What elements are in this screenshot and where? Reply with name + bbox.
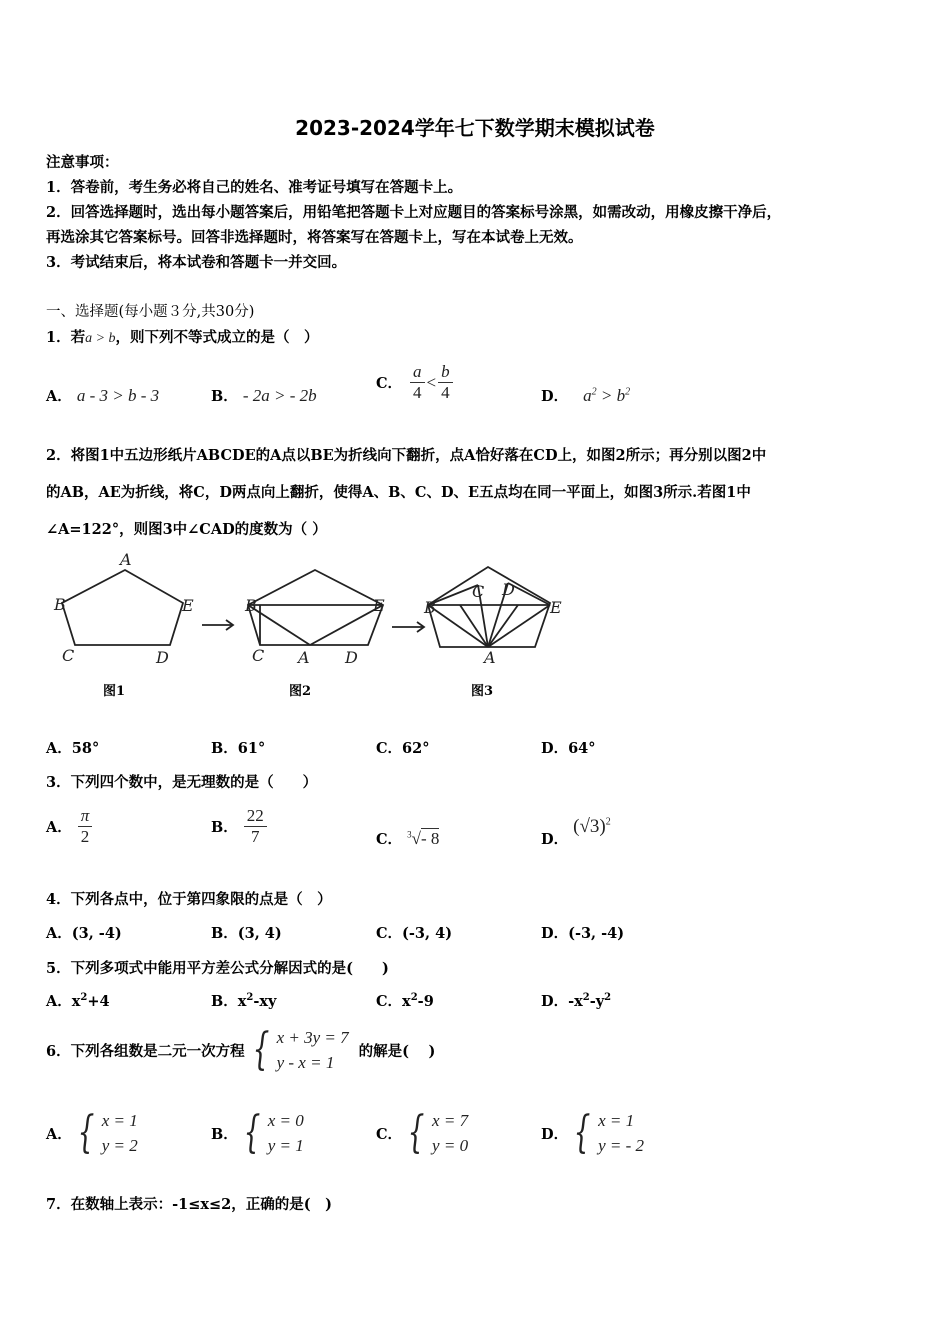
q6-option-a [46, 1108, 138, 1158]
q1-condition: a > b [85, 331, 116, 346]
q2-line-2: 的AB，AE为折线，将C，D两点向上翻折，使得A、B、C、D、E五点均在同一平面上，如图3所示.若图1中 [46, 484, 751, 501]
q3-a-frac [78, 806, 93, 847]
fig2-label-e: E [373, 596, 385, 615]
q6-a-row-1: x = 1 [101, 1111, 138, 1130]
q6-option-d [541, 1108, 644, 1158]
q6-system [247, 1025, 349, 1075]
q4-option-c [376, 922, 452, 943]
q4-option-b [211, 922, 282, 943]
section-heading: 一、选择题(每小题３分,共30分) [46, 304, 255, 320]
fig1-label-d: D [156, 648, 169, 667]
q2-figures [40, 545, 580, 675]
q6-b-system [238, 1108, 304, 1158]
q1-c-frac-1 [410, 362, 425, 403]
q1-d-label: D． [541, 388, 569, 405]
q3-c-radicand: - 8 [420, 829, 440, 848]
q1-c-label: C． [376, 375, 403, 392]
fig3-line-ea [488, 605, 550, 647]
q1-option-b [211, 385, 317, 406]
q3-c-index: 3 [407, 829, 412, 840]
q6-a-row-2: y = 2 [101, 1136, 138, 1155]
q6-b-row-2: y = 1 [267, 1136, 304, 1155]
q6-d-label: D． [541, 1125, 569, 1143]
q2-option-d [541, 737, 596, 758]
fig3-label-b: B [424, 598, 436, 617]
q2-option-b [211, 737, 265, 758]
q5-a-pre: x [71, 993, 81, 1010]
q3-option-c [376, 828, 439, 849]
q5-d-sup-2: 2 [604, 992, 612, 1004]
q6-stem [46, 1025, 435, 1075]
q2-c-label: C． [376, 740, 403, 757]
q6-d-row-2: y = - 2 [598, 1136, 645, 1155]
q5-c-post: -9 [417, 993, 434, 1010]
q4-option-a [46, 922, 122, 943]
q3-option-d [541, 816, 611, 848]
q1-a-expr: a - 3 > b - 3 [76, 386, 160, 405]
q5-option-d [541, 990, 611, 1011]
q6-option-c [376, 1108, 468, 1158]
notice-item-2a: 2．回答选择题时，选出每小题答案后，用铅笔把答题卡上对应题目的答案标号涂黑，如需改动，用橡皮擦干净后， [46, 204, 782, 221]
q3-d-exp: 2 [605, 816, 611, 828]
q6-d-row-1: x = 1 [598, 1111, 635, 1130]
q1-d-base-2: b [616, 386, 626, 405]
q1-stem-pre: 1．若 [46, 329, 86, 346]
q2-b-label: B． [211, 740, 238, 757]
fig1-pentagon [62, 570, 183, 645]
q3-b-num: 22 [244, 806, 267, 827]
q2-line-1: 2．将图1中五边形纸片ABCDE的A点以BE为折线向下翻折，点A恰好落在CD上，如图2所示；再分别以图2中 [46, 447, 767, 464]
q1-stem-post: ，则下列不等式成立的是（ ） [115, 329, 319, 346]
fig3-label-c: C [472, 582, 485, 601]
fig3-label-e: E [550, 598, 562, 617]
q6-c-label: C． [376, 1125, 403, 1143]
q5-d-pre: -x [568, 993, 583, 1010]
q5-option-c [376, 990, 434, 1011]
fig1-label-e: E [182, 596, 194, 615]
q2-a-text: 58° [71, 740, 100, 757]
q2-a-label: A． [46, 740, 72, 757]
fig2-label-a: A [298, 648, 310, 667]
q5-option-a [46, 990, 110, 1011]
q4-b-text: (3, 4) [237, 925, 282, 942]
q1-b-expr: - 2a > - 2b [242, 386, 317, 405]
q5-c-sup: 2 [410, 992, 418, 1004]
brace-icon: { [573, 1107, 591, 1158]
q3-c-label: C． [376, 831, 403, 848]
notice-heading: 注意事项： [46, 154, 119, 171]
fig3-outline [428, 567, 550, 647]
q5-a-sup: 2 [80, 992, 88, 1004]
q1-b-label: B． [211, 388, 238, 405]
q4-d-label: D． [541, 925, 569, 942]
q4-d-text: (-3, -4) [568, 925, 625, 942]
q3-stem: 3．下列四个数中，是无理数的是（ ） [46, 774, 318, 791]
fig1-label-b: B [54, 595, 66, 614]
q3-b-label: B． [211, 819, 238, 836]
q1-c-frac-2 [438, 362, 453, 403]
q3-b-frac [244, 806, 267, 847]
fig3-label-d: D [502, 580, 515, 599]
brace-icon: { [77, 1107, 95, 1158]
q6-d-system [568, 1108, 644, 1158]
q4-b-label: B． [211, 925, 238, 942]
q3-d-expr: (√3) [573, 816, 606, 837]
q1-a-label: A． [46, 388, 72, 405]
fig2-caption: 图2 [289, 684, 312, 699]
q2-b-text: 61° [237, 740, 266, 757]
q6-a-system [72, 1108, 138, 1158]
q5-b-post: -xy [253, 993, 277, 1010]
fig1-caption: 图1 [103, 684, 126, 699]
fig3-caption: 图3 [471, 684, 494, 699]
notice-item-2b: 再选涂其它答案标号。回答非选择题时，将答案写在答题卡上，写在本试卷上无效。 [46, 229, 583, 246]
q6-stem-pre: 6．下列各组数是二元一次方程 [46, 1042, 245, 1060]
q3-b-den: 7 [251, 827, 260, 846]
q2-line-3: ∠A=122°，则图3中∠CAD的度数为（ ） [46, 521, 327, 538]
q2-option-a [46, 737, 99, 758]
q3-option-b [211, 806, 267, 847]
notice-item-1: 1．答卷前，考生务必将自己的姓名、准考证号填写在答题卡上。 [46, 179, 463, 196]
q5-b-sup: 2 [246, 992, 254, 1004]
q3-a-label: A． [46, 819, 72, 836]
q4-a-label: A． [46, 925, 72, 942]
q5-d-mid: -y [589, 993, 605, 1010]
q2-d-label: D． [541, 740, 569, 757]
q1-option-d [541, 385, 630, 406]
q6-option-b [211, 1108, 304, 1158]
q2-c-text: 62° [402, 740, 430, 757]
q1-c-den-1: 4 [413, 383, 422, 402]
q3-a-num: π [78, 806, 93, 827]
q5-c-label: C． [376, 993, 403, 1010]
q7-stem: 7．在数轴上表示：-1≤x≤2，正确的是( ) [46, 1196, 332, 1213]
q5-option-b [211, 990, 276, 1011]
q4-c-label: C． [376, 925, 403, 942]
q5-a-label: A． [46, 993, 72, 1010]
brace-icon: { [252, 1024, 269, 1075]
q1-c-num-2: b [438, 362, 453, 383]
brace-icon: { [243, 1107, 261, 1158]
q4-a-text: (3, -4) [71, 925, 122, 942]
q3-d-label: D． [541, 831, 569, 848]
q6-b-row-1: x = 0 [267, 1111, 304, 1130]
fig2-label-c: C [252, 646, 265, 665]
q6-a-label: A． [46, 1125, 72, 1143]
q5-c-pre: x [402, 993, 411, 1010]
fig3-fold-2 [488, 605, 518, 647]
q5-a-post: +4 [87, 993, 110, 1010]
notice-item-3: 3．考试结束后，将本试卷和答题卡一并交回。 [46, 254, 347, 271]
fig2-label-d: D [345, 648, 358, 667]
q1-c-den-2: 4 [441, 383, 450, 402]
q5-b-label: B． [211, 993, 238, 1010]
q1-option-c [376, 362, 453, 403]
q3-a-den: 2 [80, 827, 90, 846]
page-title: 2023-2024学年七下数学期末模拟试卷 [295, 116, 655, 140]
q6-c-system [402, 1108, 468, 1158]
q6-stem-post: 的解是( ) [358, 1042, 436, 1060]
fig1-label-a: A [120, 550, 132, 569]
brace-icon: { [407, 1107, 425, 1158]
q5-stem: 5．下列多项式中能用平方差公式分解因式的是( ) [46, 960, 389, 977]
fig2-label-b: B [245, 596, 257, 615]
q1-d-base-1: a [583, 386, 592, 405]
q1-d-exp-1: 2 [591, 386, 597, 398]
q3-option-a [46, 806, 92, 847]
radical-icon: √ [411, 829, 421, 848]
q1-c-operator: < [426, 372, 437, 392]
q6-c-row-2: y = 0 [432, 1136, 469, 1155]
q5-d-sup: 2 [582, 992, 590, 1004]
fig3-line-ba [428, 605, 488, 647]
fig1-label-c: C [62, 646, 75, 665]
q6-eq-2: y - x = 1 [276, 1053, 335, 1072]
q6-c-row-1: x = 7 [432, 1111, 469, 1130]
fig3-label-a: A [484, 648, 496, 667]
q2-option-c [376, 737, 429, 758]
q1-d-operator: > [596, 386, 617, 405]
q2-d-text: 64° [568, 740, 596, 757]
q5-b-pre: x [237, 993, 247, 1010]
q1-d-exp-2: 2 [625, 386, 631, 398]
q6-b-label: B． [211, 1125, 238, 1143]
q4-stem: 4．下列各点中，位于第四象限的点是（ ） [46, 891, 332, 908]
q1-stem [46, 325, 319, 351]
q4-option-d [541, 922, 624, 943]
q4-c-text: (-3, 4) [402, 925, 453, 942]
q5-d-label: D． [541, 993, 569, 1010]
q6-eq-1: x + 3y = 7 [276, 1028, 349, 1047]
fig2-outline [248, 570, 383, 645]
q1-c-num-1: a [410, 362, 425, 383]
q1-option-a [46, 385, 159, 406]
